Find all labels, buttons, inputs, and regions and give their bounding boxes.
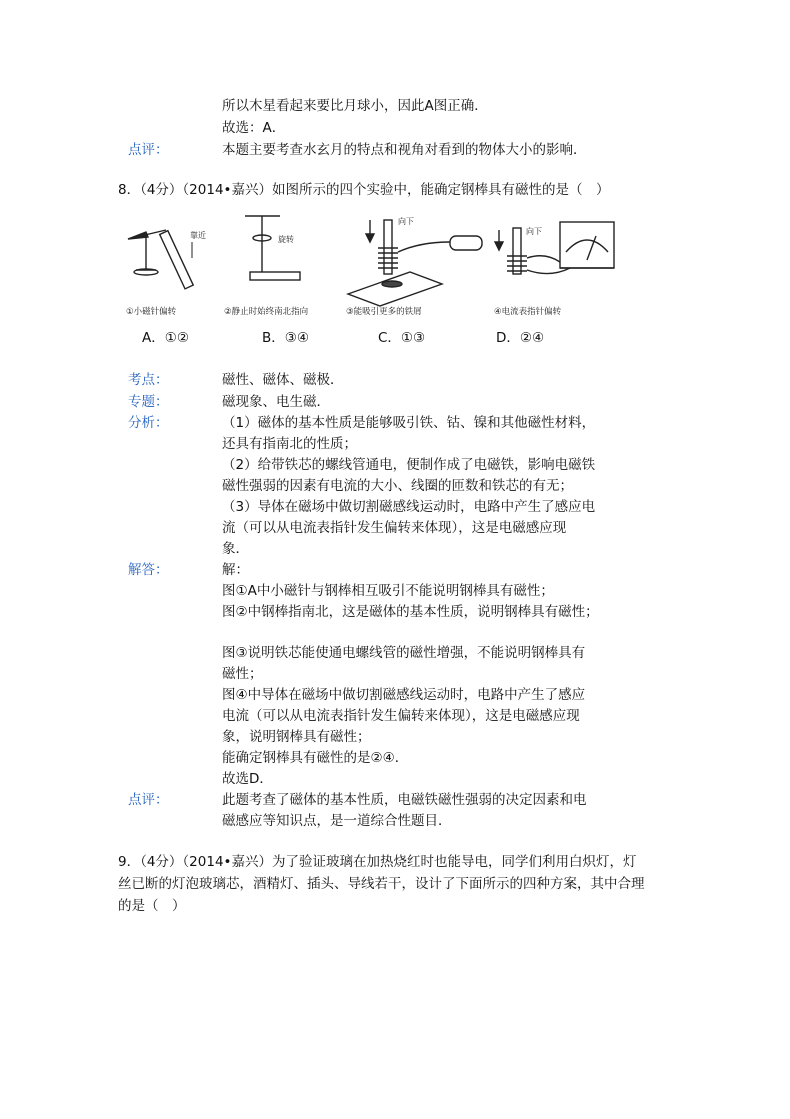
figure-3-tag: 向下 xyxy=(398,217,414,226)
figure-1-caption: ①小磁针偏转 xyxy=(126,307,177,317)
jieda-line: 图④中导体在磁场中做切割磁感线运动时，电路中产生了感应 xyxy=(222,687,586,703)
fenxi-line: 磁性强弱的因素有电流的大小、线圈的匝数和铁芯的有无； xyxy=(222,478,573,494)
figure-1-compass xyxy=(128,230,193,289)
prev-line-1: 所以木星看起来要比月球小，因此A图正确． xyxy=(222,98,488,114)
dianping-label: 点评： xyxy=(128,792,169,808)
fenxi-line: 流（可以从电流表指针发生偏转来体现），这是电磁感应现 xyxy=(222,520,567,536)
jieda-line: 磁性； xyxy=(222,666,263,682)
dianping-line: 此题考查了磁体的基本性质，电磁铁磁性强弱的决定因素和电 xyxy=(222,792,587,808)
figure-2-hanging-rod xyxy=(245,216,300,280)
figure-4-ammeter xyxy=(495,222,614,274)
q9-stem-line: 丝已断的灯泡玻璃芯，酒精灯、插头、导线若干，设计了下面所示的四种方案，其中合理 xyxy=(118,876,645,892)
q8-figure-svg xyxy=(120,212,630,327)
figure-4-tag: 向下 xyxy=(526,227,542,236)
fenxi-line: 还具有指南北的性质； xyxy=(222,436,357,452)
kaodian-text: 磁性、磁体、磁极． xyxy=(222,372,344,388)
figure-3-caption: ③能吸引更多的铁屑 xyxy=(346,307,422,317)
jieda-line: 图③说明铁芯能使通电螺线管的磁性增强，不能说明钢棒具有 xyxy=(222,645,586,661)
prev-comment: 本题主要考查水玄月的特点和视角对看到的物体大小的影响． xyxy=(222,142,587,158)
figure-1-tag: 靠近 xyxy=(190,231,206,240)
jieda-line: 电流（可以从电流表指针发生偏转来体现），这是电磁感应现 xyxy=(222,708,580,724)
jieda-label: 解答： xyxy=(128,562,169,578)
q8-option-a[interactable]: A．①② xyxy=(142,330,189,346)
fenxi-line: 象． xyxy=(222,541,249,557)
q9-stem-line: 9．（4分）（2014•嘉兴）为了验证玻璃在加热烧红时也能导电，同学们利用白炽灯，灯 xyxy=(118,854,637,870)
figure-4-caption: ④电流表指针偏转 xyxy=(494,307,562,317)
jieda-line: 图①A中小磁针与钢棒相互吸引不能说明钢棒具有磁性； xyxy=(222,583,554,599)
figure-3-solenoid xyxy=(348,220,482,306)
kaodian-label: 考点： xyxy=(128,372,169,388)
q8-option-c[interactable]: C．①③ xyxy=(378,330,426,346)
fenxi-line: （2）给带铁芯的螺线管通电，便制作成了电磁铁，影响电磁铁 xyxy=(222,457,596,473)
jieda-line: 解： xyxy=(222,562,249,578)
q8-stem: 8．（4分）（2014•嘉兴）如图所示的四个实验中，能确定钢棒具有磁性的是（ ） xyxy=(118,182,610,198)
fenxi-line: （3）导体在磁场中做切割磁感线运动时，电路中产生了感应电 xyxy=(222,499,596,515)
fenxi-line: （1）磁体的基本性质是能够吸引铁、钴、镍和其他磁性材料， xyxy=(222,415,596,431)
jieda-line: 故选D． xyxy=(222,771,273,787)
zhuanti-label: 专题： xyxy=(128,394,169,410)
figure-2-tag: 旋转 xyxy=(278,235,294,244)
jieda-line: 象，说明钢棒具有磁性； xyxy=(222,729,371,745)
fenxi-label: 分析： xyxy=(128,415,169,431)
prev-comment-label: 点评： xyxy=(128,142,169,158)
q8-figure-panel xyxy=(120,212,630,327)
q9-stem-line: 的是（ ） xyxy=(118,898,186,914)
zhuanti-text: 磁现象、电生磁． xyxy=(222,394,330,410)
q8-option-b[interactable]: B．③④ xyxy=(262,330,309,346)
figure-2-caption: ②静止时始终南北指向 xyxy=(224,307,309,317)
jieda-line: 图②中钢棒指南北，这是磁体的基本性质，说明钢棒具有磁性； xyxy=(222,604,599,620)
jieda-line: 能确定钢棒具有磁性的是②④． xyxy=(222,750,409,766)
prev-line-2: 故选：A． xyxy=(222,120,286,136)
dianping-line: 磁感应等知识点，是一道综合性题目． xyxy=(222,813,452,829)
q8-option-d[interactable]: D．②④ xyxy=(496,330,545,346)
